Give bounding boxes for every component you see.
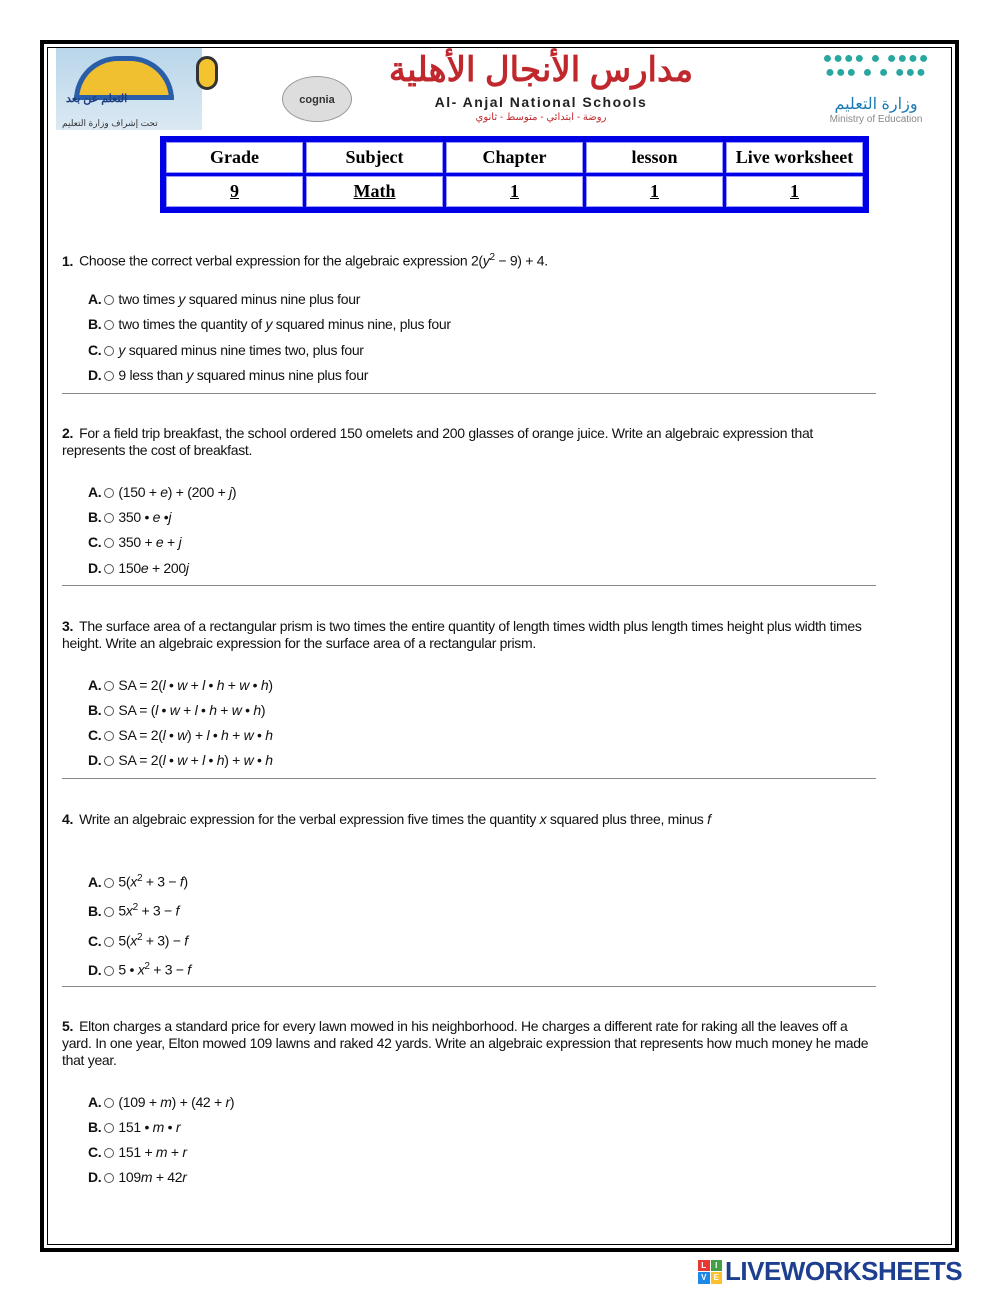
- option-label: D.: [88, 961, 102, 978]
- text-segment: j: [185, 560, 189, 576]
- text-segment: w: [231, 702, 242, 718]
- option-label: D.: [88, 752, 102, 768]
- header-grade: Grade: [166, 142, 303, 173]
- text-segment: f: [175, 902, 180, 919]
- option-label: B.: [88, 316, 102, 332]
- text-segment: squared minus nine plus four: [185, 291, 361, 307]
- text-segment: + 3 −: [149, 961, 188, 978]
- value-chapter: 1: [446, 176, 583, 207]
- radio-button[interactable]: [104, 937, 114, 947]
- text-segment: +: [216, 702, 232, 718]
- text-segment: 350 +: [118, 534, 156, 550]
- text-segment: ) + (200 +: [167, 484, 230, 500]
- answer-option-b[interactable]: [88, 902, 179, 919]
- answer-option-c[interactable]: [88, 534, 181, 550]
- text-segment: •: [204, 752, 217, 768]
- radio-button[interactable]: [104, 756, 114, 766]
- mouse-icon: [196, 56, 218, 90]
- radio-button[interactable]: [104, 1098, 114, 1108]
- text-segment: m: [140, 1169, 153, 1185]
- text-segment: 350 •: [118, 509, 153, 525]
- answer-option-b[interactable]: [88, 316, 451, 332]
- text-segment: SA = 2(: [118, 752, 163, 768]
- radio-button[interactable]: [104, 320, 114, 330]
- option-label: D.: [88, 560, 102, 576]
- text-segment: •: [204, 677, 217, 693]
- text-segment: r: [182, 1169, 187, 1185]
- text-segment: •: [197, 702, 210, 718]
- ministry-logo: ●●●● ● ●●●● ●●● ● ● ●●● وزارة التعليم Ministry of Education: [822, 50, 930, 125]
- text-segment: l: [162, 677, 166, 693]
- text-segment: 2: [144, 961, 150, 972]
- text-segment: e: [160, 484, 168, 500]
- text-segment: − 9) + 4.: [494, 252, 548, 269]
- text-segment: +: [167, 1144, 183, 1160]
- text-segment: +: [187, 752, 203, 768]
- radio-button[interactable]: [104, 878, 114, 888]
- text-segment: ) +: [224, 752, 244, 768]
- school-header: [56, 46, 946, 131]
- text-segment: •: [164, 1119, 176, 1135]
- text-segment: +: [179, 702, 195, 718]
- text-segment: 5: [118, 902, 126, 919]
- question-text: [62, 425, 872, 459]
- text-segment: •: [165, 727, 178, 743]
- header-subject: Subject: [306, 142, 443, 173]
- text-segment: ) + (42 +: [171, 1094, 226, 1110]
- radio-button[interactable]: [104, 907, 114, 917]
- text-segment: w: [177, 727, 188, 743]
- text-segment: 151 •: [118, 1119, 153, 1135]
- text-segment: x: [130, 873, 137, 890]
- text-segment: w: [243, 727, 254, 743]
- answer-option-a[interactable]: [88, 291, 360, 307]
- text-segment: 5(: [118, 873, 131, 890]
- text-segment: two times the quantity of: [118, 316, 266, 332]
- answer-option-c[interactable]: [88, 342, 364, 358]
- value-grade: 9: [166, 176, 303, 207]
- text-segment: + 42: [152, 1169, 183, 1185]
- text-segment: +: [224, 677, 240, 693]
- text-segment: l: [206, 727, 210, 743]
- text-segment: +: [163, 534, 179, 550]
- text-segment: (109 +: [118, 1094, 161, 1110]
- text-segment: w: [243, 752, 254, 768]
- text-segment: h: [216, 677, 225, 693]
- school-levels: روضة - ابتدائي - متوسط - ثانوي: [475, 112, 607, 123]
- text-segment: e: [140, 560, 149, 576]
- text-segment: h: [209, 702, 217, 718]
- text-segment: The surface area of a rectangular prism is two times the entire quantity of length times width plus length times height plus width times height. Write an algebraic expression for the surface area of a rectangular prism.: [62, 618, 862, 651]
- text-segment: m: [155, 1144, 168, 1160]
- text-segment: x: [137, 961, 145, 978]
- option-label: B.: [88, 702, 102, 718]
- radio-button[interactable]: [104, 1173, 114, 1183]
- text-segment: ) +: [187, 727, 207, 743]
- text-segment: 2: [489, 252, 495, 263]
- text-segment: •: [253, 752, 266, 768]
- text-segment: two times: [118, 291, 179, 307]
- radio-button[interactable]: [104, 538, 114, 548]
- question-divider: [62, 393, 876, 394]
- option-label: C.: [88, 534, 102, 550]
- text-segment: ): [268, 677, 273, 693]
- text-segment: For a field trip breakfast, the school ordered 150 omelets and 200 glasses of orange juice. Write an algebraic expression that represents the cost of breakfast.: [62, 425, 814, 458]
- question-1: [62, 249, 872, 270]
- text-segment: 109: [118, 1169, 141, 1185]
- text-segment: 2: [136, 932, 143, 943]
- answer-option-a[interactable]: [88, 873, 188, 890]
- option-label: A.: [88, 677, 102, 693]
- text-segment: (150 +: [118, 484, 161, 500]
- text-segment: y: [265, 316, 273, 332]
- text-segment: + 3 −: [137, 902, 176, 919]
- text-segment: Choose the correct verbal expression for the algebraic expression 2(: [79, 252, 483, 269]
- text-segment: +: [187, 677, 203, 693]
- answer-option-c[interactable]: [88, 932, 188, 949]
- text-segment: m: [160, 1094, 172, 1110]
- text-segment: j: [229, 484, 232, 500]
- text-segment: l: [162, 727, 166, 743]
- question-text: [62, 618, 872, 652]
- option-label: A.: [88, 291, 102, 307]
- answer-option-d[interactable]: [88, 1169, 187, 1185]
- question-number: 3.: [62, 618, 74, 634]
- question-3: [62, 618, 872, 652]
- answer-option-c[interactable]: [88, 1144, 187, 1160]
- text-segment: squared minus nine, plus four: [272, 316, 451, 332]
- text-segment: f: [187, 961, 191, 978]
- text-segment: 2: [132, 902, 138, 913]
- value-subject: Math: [306, 176, 443, 207]
- header-live-worksheet: Live worksheet: [726, 142, 863, 173]
- option-label: D.: [88, 367, 102, 383]
- question-divider: [62, 986, 876, 987]
- distance-learning-logo: التعلم عن بعد تحت إشراف وزارة التعليم: [56, 48, 202, 130]
- text-segment: e: [152, 509, 161, 525]
- text-segment: f: [707, 811, 711, 827]
- text-segment: j: [178, 534, 182, 550]
- text-segment: x: [130, 932, 137, 949]
- text-segment: •: [249, 677, 261, 693]
- radio-button[interactable]: [104, 295, 114, 305]
- text-segment: h: [221, 727, 229, 743]
- text-segment: •: [165, 677, 178, 693]
- text-segment: h: [260, 677, 269, 693]
- answer-option-d[interactable]: [88, 560, 189, 576]
- school-name-en: Al- Anjal National Schools: [434, 94, 648, 110]
- question-number: 1.: [62, 252, 74, 269]
- radio-button[interactable]: [104, 731, 114, 741]
- radio-button[interactable]: [104, 513, 114, 523]
- header-lesson: lesson: [586, 142, 723, 173]
- answer-option-b[interactable]: [88, 702, 265, 718]
- worksheet-info-table: [160, 136, 869, 213]
- answer-option-d[interactable]: [88, 367, 368, 383]
- text-segment: + 200: [148, 560, 186, 576]
- liveworksheets-badge-icon: L I V E: [698, 1260, 722, 1284]
- text-segment: w: [177, 677, 188, 693]
- text-segment: •: [165, 752, 178, 768]
- radio-button[interactable]: [104, 681, 114, 691]
- text-segment: m: [152, 1119, 165, 1135]
- answer-option-d[interactable]: [88, 961, 191, 978]
- radio-button[interactable]: [104, 1148, 114, 1158]
- question-number: 2.: [62, 425, 74, 441]
- text-segment: l: [202, 677, 205, 693]
- text-segment: j: [168, 509, 172, 525]
- question-divider: [62, 778, 876, 779]
- text-segment: h: [265, 752, 273, 768]
- text-segment: 2: [136, 873, 143, 884]
- question-divider: [62, 585, 876, 586]
- question-5: [62, 1018, 872, 1069]
- text-segment: •: [160, 509, 169, 525]
- option-label: C.: [88, 932, 102, 949]
- text-segment: 5 •: [118, 961, 138, 978]
- cognia-seal: cognia: [282, 76, 352, 122]
- question-text: [62, 811, 872, 828]
- value-lesson: 1: [586, 176, 723, 207]
- text-segment: SA = 2(: [118, 727, 163, 743]
- value-live-worksheet: 1: [726, 176, 863, 207]
- text-segment: 150: [118, 560, 141, 576]
- answer-option-b[interactable]: [88, 509, 171, 525]
- text-segment: e: [155, 534, 164, 550]
- answer-option-c[interactable]: [88, 727, 273, 743]
- text-segment: squared plus three, minus: [546, 811, 708, 827]
- text-segment: 9 less than: [118, 367, 187, 383]
- radio-button[interactable]: [104, 371, 114, 381]
- text-segment: + 3 −: [142, 873, 180, 890]
- text-segment: w: [169, 702, 180, 718]
- text-segment: ): [260, 702, 266, 718]
- text-segment: f: [179, 873, 184, 890]
- radio-button[interactable]: [104, 488, 114, 498]
- option-label: B.: [88, 1119, 102, 1135]
- radio-button[interactable]: [104, 706, 114, 716]
- text-segment: ): [231, 484, 237, 500]
- school-name-ar: مدارس الأنجال الأهلية: [388, 51, 694, 89]
- radio-button[interactable]: [104, 966, 114, 976]
- text-segment: Write an algebraic expression for the verbal expression five times the quantity: [79, 811, 540, 827]
- text-segment: squared minus nine times two, plus four: [125, 342, 364, 358]
- text-segment: •: [157, 702, 170, 718]
- text-segment: l: [162, 752, 166, 768]
- text-segment: h: [253, 702, 261, 718]
- text-segment: y: [118, 342, 126, 358]
- text-segment: x: [539, 811, 547, 827]
- text-segment: SA = (: [118, 702, 156, 718]
- text-segment: h: [216, 752, 225, 768]
- liveworksheets-logo: L I V E LIVEWORKSHEETS: [698, 1256, 962, 1287]
- info-header-row: [166, 142, 863, 173]
- header-chapter: Chapter: [446, 142, 583, 173]
- answer-option-a[interactable]: [88, 1094, 234, 1110]
- option-label: C.: [88, 727, 102, 743]
- text-segment: +: [228, 727, 244, 743]
- text-segment: SA = 2(: [118, 677, 163, 693]
- text-segment: l: [155, 702, 158, 718]
- text-segment: y: [482, 252, 490, 269]
- option-label: B.: [88, 902, 102, 919]
- text-segment: •: [241, 702, 254, 718]
- text-segment: r: [182, 1144, 187, 1160]
- answer-option-b[interactable]: [88, 1119, 180, 1135]
- answer-option-a[interactable]: [88, 677, 273, 693]
- radio-button[interactable]: [104, 346, 114, 356]
- text-segment: y: [178, 291, 186, 307]
- question-number: 4.: [62, 811, 74, 827]
- question-text: [62, 249, 872, 270]
- text-segment: + 3) −: [142, 932, 185, 949]
- option-label: D.: [88, 1169, 102, 1185]
- question-2: [62, 425, 872, 459]
- option-label: C.: [88, 1144, 102, 1160]
- info-value-row: [166, 176, 863, 207]
- radio-button[interactable]: [104, 1123, 114, 1133]
- text-segment: •: [253, 727, 266, 743]
- text-segment: r: [175, 1119, 181, 1135]
- option-label: A.: [88, 873, 102, 890]
- option-label: B.: [88, 509, 102, 525]
- answer-option-d[interactable]: [88, 752, 273, 768]
- text-segment: 5(: [118, 932, 131, 949]
- text-segment: l: [202, 752, 205, 768]
- text-segment: f: [184, 932, 188, 949]
- text-segment: h: [265, 727, 273, 743]
- text-segment: 151 +: [118, 1144, 156, 1160]
- text-segment: ): [183, 873, 188, 890]
- text-segment: w: [239, 677, 250, 693]
- text-segment: r: [225, 1094, 230, 1110]
- question-number: 5.: [62, 1018, 74, 1034]
- text-segment: ): [229, 1094, 235, 1110]
- radio-button[interactable]: [104, 564, 114, 574]
- answer-option-a[interactable]: [88, 484, 236, 500]
- option-label: A.: [88, 484, 102, 500]
- option-label: A.: [88, 1094, 102, 1110]
- question-text: [62, 1018, 872, 1069]
- text-segment: l: [194, 702, 198, 718]
- text-segment: x: [125, 902, 133, 919]
- text-segment: Elton charges a standard price for every lawn mowed in his neighborhood. He charges a different rate for raking all the leaves off a yard. In one year, Elton mowed 109 lawns and raked 42 yards. Write an algebraic expression that represents how much money he made that year.: [62, 1018, 869, 1068]
- text-segment: squared minus nine plus four: [193, 367, 369, 383]
- text-segment: w: [177, 752, 188, 768]
- text-segment: y: [186, 367, 194, 383]
- question-4: [62, 811, 872, 828]
- option-label: C.: [88, 342, 102, 358]
- text-segment: •: [209, 727, 222, 743]
